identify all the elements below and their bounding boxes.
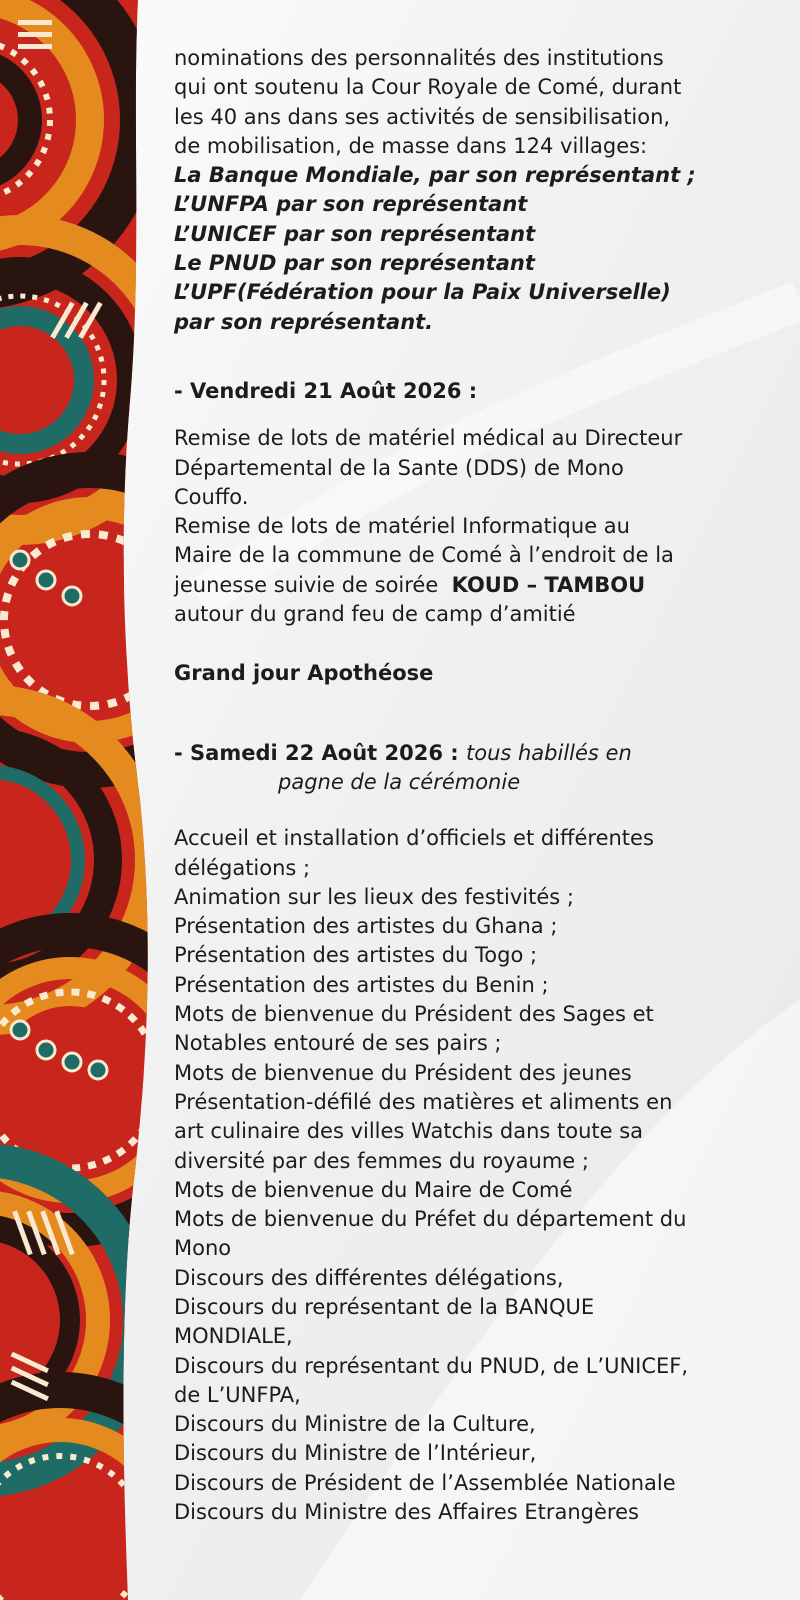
- program-item: de L’UNFPA,: [174, 1382, 301, 1407]
- text-line: Remise de lots de matériel Informatique au: [174, 514, 630, 539]
- program-item: Discours du Ministre de la Culture,: [174, 1412, 536, 1437]
- text-line: les 40 ans dans ses activités de sensibilisation,: [174, 104, 671, 129]
- program-item: Discours du Ministre des Affaires Etrangères: [174, 1500, 639, 1525]
- text-segment: jeunesse suivie de soirée: [174, 572, 452, 597]
- koud-tambou-label: KOUD – TAMBOU: [451, 572, 646, 597]
- saturday-program: [174, 824, 774, 1527]
- program-item: Discours du représentant de la BANQUE: [174, 1294, 595, 1319]
- program-item: délégations ;: [174, 855, 311, 880]
- program-item: Notables entouré de ses pairs ;: [174, 1031, 502, 1056]
- text-line: de mobilisation, de masse dans 124 villages:: [174, 133, 648, 158]
- friday-heading: - Vendredi 21 Août 2026 :: [174, 378, 478, 403]
- text-line: Couffo.: [174, 484, 249, 509]
- text-line: [174, 571, 774, 600]
- text-line: Départemental de la Sante (DDS) de Mono: [174, 455, 624, 480]
- representatives-list: [174, 161, 774, 337]
- saturday-heading: [174, 739, 774, 768]
- program-item: Mots de bienvenue du Maire de Comé: [174, 1177, 573, 1202]
- saturday-dresscode: tous habillés en: [465, 740, 632, 765]
- representative-item: L’UNICEF par son représentant: [174, 221, 536, 246]
- text-line: Remise de lots de matériel médical au Directeur: [174, 426, 683, 451]
- program-item: Discours des différentes délégations,: [174, 1265, 564, 1290]
- program-item: Mots de bienvenue du Préfet du département du: [174, 1207, 687, 1232]
- program-item: Discours du Ministre de l’Intérieur,: [174, 1441, 537, 1466]
- representative-item: par son représentant.: [174, 309, 434, 334]
- text-line: qui ont soutenu la Cour Royale de Comé, durant: [174, 75, 682, 100]
- program-item: Mono: [174, 1236, 232, 1261]
- document-body: [174, 44, 774, 1527]
- program-item: Discours du représentant du PNUD, de L’UNICEF,: [174, 1353, 689, 1378]
- program-item: Mots de bienvenue du Président des Sages et: [174, 1002, 654, 1027]
- program-item: Animation sur les lieux des festivités ;: [174, 884, 574, 909]
- representative-item: La Banque Mondiale, par son représentant ;: [174, 163, 696, 188]
- saturday-dresscode-cont: pagne de la cérémonie: [278, 769, 521, 794]
- program-item: diversité par des femmes du royaume ;: [174, 1148, 589, 1173]
- saturday-date: - Samedi 22 Août 2026 :: [174, 740, 466, 765]
- text-line: autour du grand feu de camp d’amitié: [174, 602, 576, 627]
- program-item: Présentation des artistes du Togo ;: [174, 943, 538, 968]
- representative-item: Le PNUD par son représentant: [174, 251, 535, 276]
- program-item: Présentation des artistes du Benin ;: [174, 972, 549, 997]
- program-item: MONDIALE,: [174, 1324, 293, 1349]
- representative-item: L’UPF(Fédération pour la Paix Universelle): [174, 280, 671, 305]
- program-item: art culinaire des villes Watchis dans toute sa: [174, 1119, 644, 1144]
- program-item: Discours de Président de l’Assemblée Nationale: [174, 1470, 676, 1495]
- text-line: nominations des personnalités des institutions: [174, 46, 664, 70]
- intro-paragraph: [174, 44, 774, 161]
- representative-item: L’UNFPA par son représentant: [174, 192, 528, 217]
- apotheose-heading: Grand jour Apothéose: [174, 661, 434, 686]
- friday-paragraph: [174, 424, 774, 629]
- program-item: Présentation des artistes du Ghana ;: [174, 914, 558, 939]
- program-item: Présentation-défilé des matières et aliments en: [174, 1089, 673, 1114]
- text-line: Maire de la commune de Comé à l’endroit de la: [174, 543, 674, 568]
- program-item: Accueil et installation d’officiels et différentes: [174, 826, 654, 851]
- program-item: Mots de bienvenue du Président des jeunes: [174, 1060, 632, 1085]
